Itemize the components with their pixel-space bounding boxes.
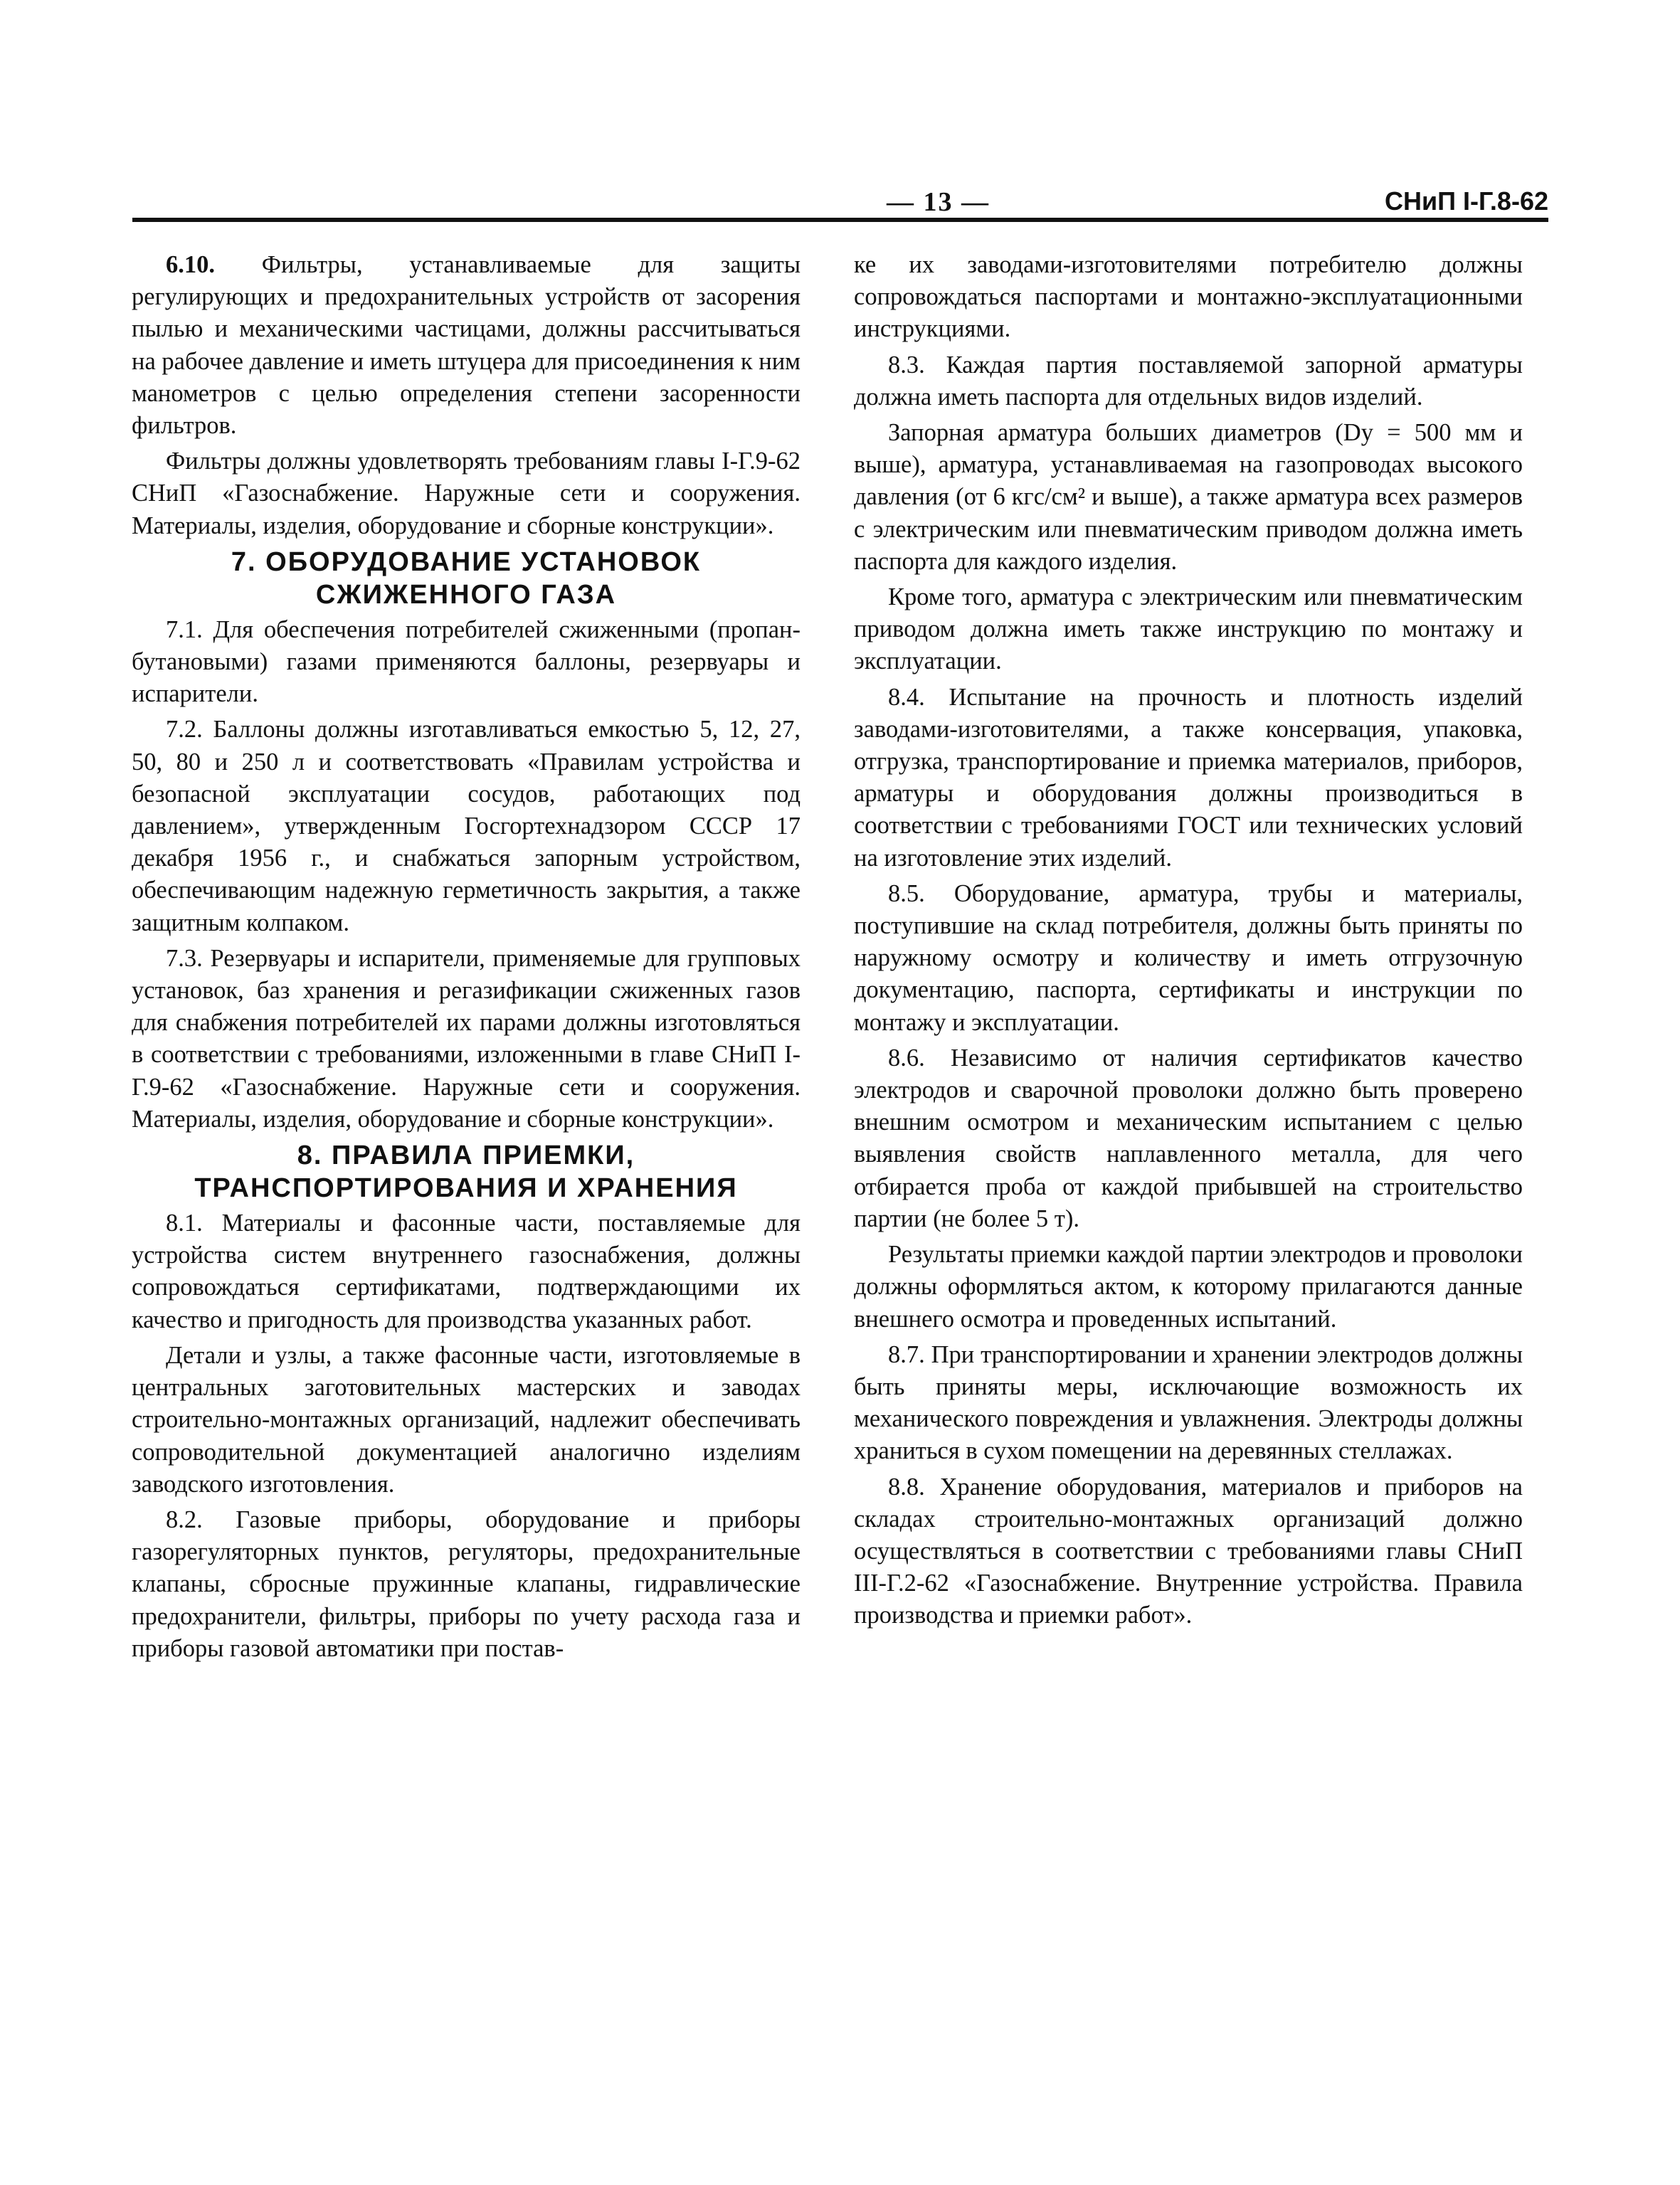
paragraph-6-10 bbox=[132, 249, 801, 442]
clause-number: 8.6. bbox=[888, 1044, 925, 1072]
paragraph-8-2-continued: ке их заводами-изготовителями потребителю должны сопровождаться паспортами и монтажно-эксплуатационными инструкциями. bbox=[854, 251, 1523, 343]
paragraph-text: Независимо от наличия сертификатов качество электродов и сварочной проволоки должно быть проверено внешним осмотром и механическим испытанием с целью выявления свойств наплавленного металла, для чего отбирается проба от каждой прибывшей на строительство партии (не более 5 т). bbox=[854, 1044, 1523, 1232]
paragraph-8-6 bbox=[854, 1042, 1523, 1235]
clause-number: 7.1. bbox=[166, 615, 203, 643]
section-8-heading bbox=[132, 1139, 801, 1205]
clause-number: 8.3. bbox=[888, 351, 925, 379]
clause-number: 6.10. bbox=[166, 251, 215, 278]
clause-number: 8.8. bbox=[888, 1473, 925, 1501]
paragraph-text: Для обеспечения потребителей сжиженными (пропан-бутановыми) газами применяются баллоны, резервуары и испарители. bbox=[132, 615, 801, 708]
clause-number: 8.7. bbox=[888, 1340, 925, 1368]
paragraph-6-10-b: Фильтры должны удовлетворять требованиям главы I-Г.9-62 СНиП «Газоснабжение. Наружные сети и сооружения. Материалы, изделия, оборудование и сборные конструкции». bbox=[132, 448, 801, 539]
paragraph-text: Газовые приборы, оборудование и приборы газорегуляторных пунктов, регуляторы, предохранительные клапаны, сбросные пружинные клапаны, гидравлические предохранители, фильтры, приборы по учету расхода газа и приборы газовой автоматики при постав- bbox=[132, 1506, 801, 1662]
paragraph-text: Фильтры, устанавливаемые для защиты регулирующих и предохранительных устройств от засорения пылью и механическими частицами, должны рассчитываться на рабочее давление и иметь штуцера для присоединения к ним манометров с целью определения степени засоренности фильтров. bbox=[132, 251, 801, 440]
paragraph-text: Испытание на прочность и плотность изделий заводами-изготовителями, а также консервация, упаковка, отгрузка, транспортирование и приемка материалов, приборов, арматуры и оборудования должны производиться в соответствии с требованиями ГОСТ или технических условий на изготовление этих изделий. bbox=[854, 683, 1523, 872]
section-7-heading bbox=[132, 546, 801, 611]
paragraph-text: Каждая партия поставляемой запорной арматуры должна иметь паспорта для отдельных видов изделий. bbox=[854, 351, 1523, 411]
paragraph-7-3 bbox=[132, 943, 801, 1136]
paragraph-8-4 bbox=[854, 682, 1523, 874]
clause-number: 8.4. bbox=[888, 683, 925, 711]
heading-line: 8. ПРАВИЛА ПРИЕМКИ, bbox=[297, 1141, 635, 1171]
paragraph-8-3-c: Кроме того, арматура с электрическим или пневматическим приводом должна иметь также инструкцию по монтажу и эксплуатации. bbox=[854, 583, 1523, 675]
paragraph-text: Оборудование, арматура, трубы и материалы, поступившие на склад потребителя, должны быть приняты по наружному осмотру и количеству и иметь отгрузочную документацию, паспорта, сертификаты и инструкции по монтажу и эксплуатации. bbox=[854, 879, 1523, 1036]
paragraph-text: Резервуары и испарители, применяемые для групповых установок, баз хранения и регазификации сжиженных газов для снабжения потребителей их парами должны изготовляться в соответствии с требованиями, изложенными в главе СНиП I-Г.9-62 «Газоснабжение. Наружные сети и сооружения. Материалы, изделия, оборудование и сборные конструкции». bbox=[132, 944, 801, 1133]
clause-number: 8.5. bbox=[888, 879, 925, 907]
header-rule bbox=[132, 218, 1548, 222]
paragraph-7-2 bbox=[132, 714, 801, 938]
heading-line: ТРАНСПОРТИРОВАНИЯ И ХРАНЕНИЯ bbox=[194, 1173, 738, 1204]
paragraph-text: При транспортировании и хранении электродов должны быть приняты меры, исключающие возможность их механического повреждения и увлажнения. Электроды должны храниться в сухом помещении на деревянных стеллажах. bbox=[854, 1340, 1523, 1465]
paragraph-8-3-b: Запорная арматура больших диаметров (Dу = 500 мм и выше), арматура, устанавливаемая на газопроводах высокого давления (от 6 кгс/см² и выше), а также арматура всех размеров с электрическим или пневматическим приводом должна иметь паспорта для каждого изделия. bbox=[854, 419, 1523, 575]
paragraph-8-8 bbox=[854, 1471, 1523, 1632]
clause-number: 7.3. bbox=[166, 944, 203, 972]
clause-number: 8.2. bbox=[166, 1506, 203, 1533]
clause-number: 7.2. bbox=[166, 716, 203, 744]
paragraph-8-6-b: Результаты приемки каждой партии электродов и проволоки должны оформляться актом, к которому прилагаются данные внешнего осмотра и проведенных испытаний. bbox=[854, 1241, 1523, 1333]
paragraph-text: Хранение оборудования, материалов и приборов на складах строительно-монтажных организаций должно осуществляться в соответствии с требованиями главы СНиП III-Г.2-62 «Газоснабжение. Внутренние устройства. Правила производства и приемки работ». bbox=[854, 1473, 1523, 1629]
paragraph-8-1-b: Детали и узлы, а также фасонные части, изготовляемые в центральных заготовительных мастерских и заводах строительно-монтажных организаций, надлежит обеспечивать сопроводительной документацией аналогично изделиям заводского изготовления. bbox=[132, 1341, 801, 1498]
paragraph-8-3 bbox=[854, 349, 1523, 413]
paragraph-8-7 bbox=[854, 1339, 1523, 1468]
paragraph-8-1 bbox=[132, 1207, 801, 1336]
paragraph-7-1 bbox=[132, 614, 801, 711]
left-column bbox=[132, 249, 801, 1668]
document-code: СНиП I-Г.8-62 bbox=[1385, 186, 1548, 216]
heading-line: 7. ОБОРУДОВАНИЕ УСТАНОВОК bbox=[231, 546, 702, 577]
paragraph-text: Материалы и фасонные части, поставляемые для устройства систем внутреннего газоснабжения, должны сопровождаться сертификатами, подтверждающими их качество и пригодность для производства указанных работ. bbox=[132, 1210, 801, 1333]
page-header bbox=[132, 186, 1548, 222]
paragraph-8-5 bbox=[854, 878, 1523, 1039]
paragraph-text: Баллоны должны изготавливаться емкостью 5, 12, 27, 50, 80 и 250 л и соответствовать «Правилам устройства и безопасной эксплуатации сосудов, работающих под давлением», утвержденным Госгортехнадзором СССР 17 декабря 1956 г., и снабжаться запорным устройством, обеспечивающим надежную герметичность закрытия, а также защитным колпаком. bbox=[132, 716, 801, 936]
paragraph-8-2 bbox=[132, 1504, 801, 1665]
right-column bbox=[854, 249, 1523, 1636]
clause-number: 8.1. bbox=[166, 1210, 203, 1237]
page-number: — 13 — bbox=[887, 187, 990, 217]
heading-line: СЖИЖЕННОГО ГАЗА bbox=[315, 579, 617, 610]
